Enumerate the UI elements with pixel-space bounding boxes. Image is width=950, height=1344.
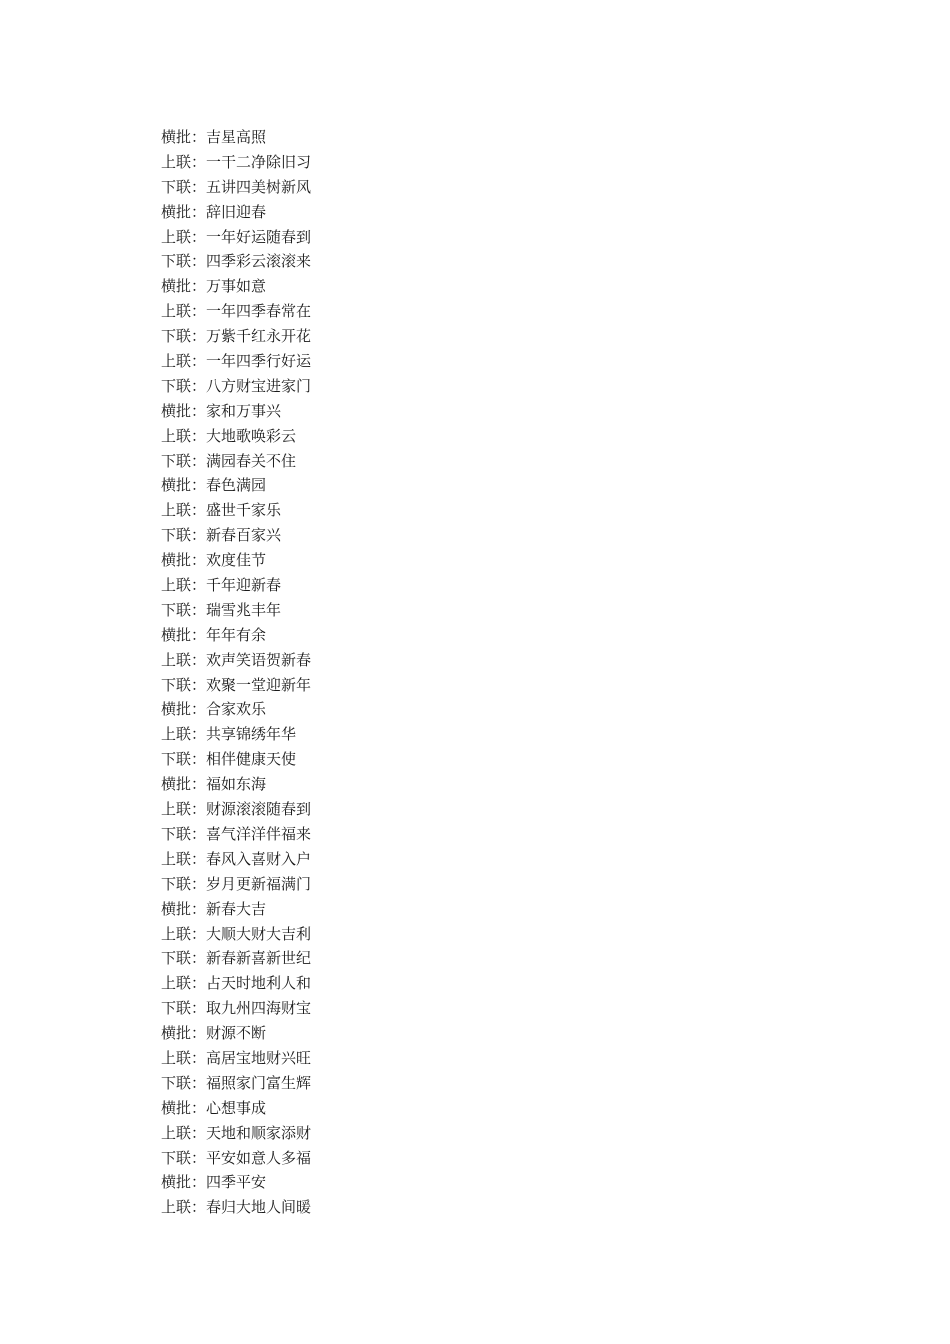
couplet-line: 上联：一干二净除旧习 <box>161 152 312 171</box>
couplet-line: 下联：相伴健康天使 <box>161 750 297 769</box>
couplet-line: 横批：财源不断 <box>161 1024 267 1043</box>
couplet-line: 上联：一年四季春常在 <box>161 302 312 321</box>
couplet-line: 下联：八方财宝进家门 <box>161 376 312 395</box>
couplet-line: 上联：共享锦绣年华 <box>161 725 297 744</box>
couplet-line: 上联：千年迎新春 <box>161 576 282 595</box>
couplet-line: 横批：福如东海 <box>161 775 267 794</box>
couplet-line: 横批：欢度佳节 <box>161 551 267 570</box>
couplet-line: 横批：合家欢乐 <box>161 700 267 719</box>
couplet-line: 横批：家和万事兴 <box>161 401 282 420</box>
couplet-line: 下联：四季彩云滚滚来 <box>161 252 312 271</box>
couplet-line: 横批：新春大吉 <box>161 899 267 918</box>
couplet-line: 横批：春色满园 <box>161 476 267 495</box>
couplet-line: 下联：新春新喜新世纪 <box>161 949 312 968</box>
couplet-line: 上联：高居宝地财兴旺 <box>161 1048 312 1067</box>
couplet-line: 下联：福照家门富生辉 <box>161 1073 312 1092</box>
couplet-line: 横批：万事如意 <box>161 277 267 296</box>
couplet-line: 下联：取九州四海财宝 <box>161 999 312 1018</box>
couplet-line: 上联：大顺大财大吉利 <box>161 924 312 943</box>
couplet-line: 下联：平安如意人多福 <box>161 1148 312 1167</box>
couplet-line: 上联：春风入喜财入户 <box>161 849 312 868</box>
document-body <box>161 125 761 1220</box>
couplet-line: 下联：岁月更新福满门 <box>161 874 312 893</box>
couplet-line: 下联：五讲四美树新风 <box>161 177 312 196</box>
couplet-line: 下联：欢聚一堂迎新年 <box>161 675 312 694</box>
couplet-line: 上联：大地歌唤彩云 <box>161 426 297 445</box>
couplet-line: 上联：天地和顺家添财 <box>161 1123 312 1142</box>
couplet-line: 下联：新春百家兴 <box>161 526 282 545</box>
couplet-line: 横批：吉星高照 <box>161 128 267 146</box>
couplet-line: 下联：满园春关不住 <box>161 451 297 470</box>
couplet-line: 下联：喜气洋洋伴福来 <box>161 824 312 843</box>
couplet-line: 上联：春归大地人间暖 <box>161 1198 312 1217</box>
couplet-line: 上联：盛世千家乐 <box>161 501 282 520</box>
couplet-line: 下联：万紫千红永开花 <box>161 327 312 346</box>
couplet-line: 上联：占天时地利人和 <box>161 974 312 993</box>
couplet-line: 横批：年年有余 <box>161 625 267 644</box>
couplet-line: 上联：欢声笑语贺新春 <box>161 650 312 669</box>
couplet-line: 横批：心想事成 <box>161 1098 267 1117</box>
couplet-line: 横批：四季平安 <box>161 1173 267 1192</box>
couplet-line: 下联：瑞雪兆丰年 <box>161 600 282 619</box>
couplet-line: 上联：财源滚滚随春到 <box>161 800 312 819</box>
couplet-line: 上联：一年好运随春到 <box>161 227 312 246</box>
couplet-line: 上联：一年四季行好运 <box>161 352 312 371</box>
couplet-line: 横批：辞旧迎春 <box>161 202 267 221</box>
